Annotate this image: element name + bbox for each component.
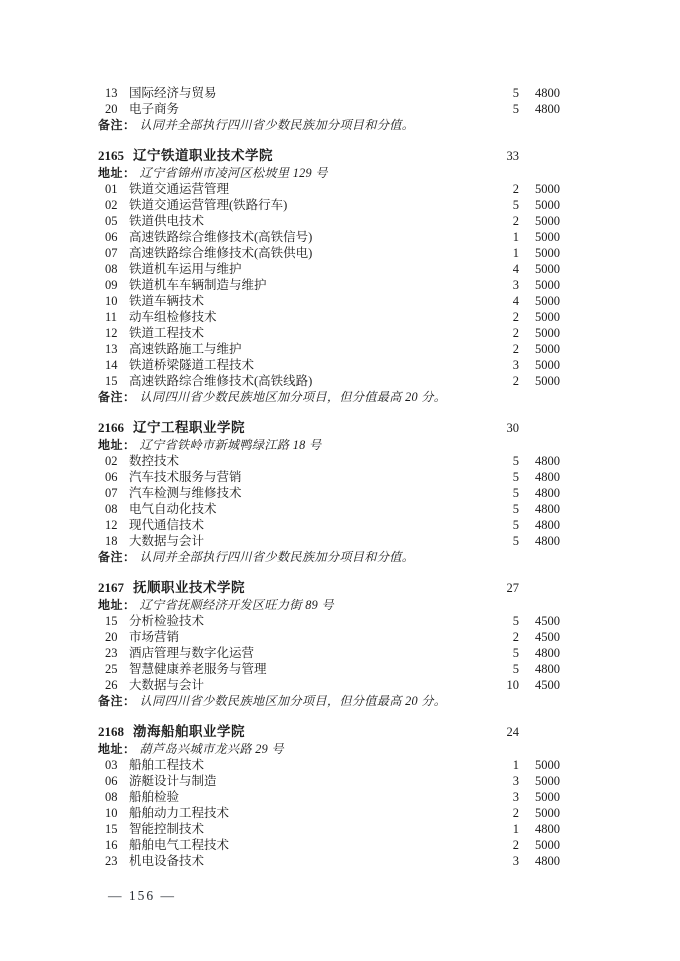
major-code: 06 (105, 470, 118, 484)
major-fee: 4800 (535, 518, 560, 532)
major-code: 08 (105, 262, 118, 276)
major-name: 铁道工程技术 (129, 326, 205, 340)
major-code: 12 (105, 326, 118, 340)
major-plan: 5 (512, 102, 519, 116)
major-fee: 4800 (535, 502, 560, 516)
major-row (98, 677, 560, 693)
note-row (98, 117, 560, 133)
major-name: 铁道机车运用与维护 (129, 262, 242, 276)
major-row (98, 373, 560, 389)
major-row (98, 245, 560, 261)
page-content (98, 85, 560, 869)
major-row (98, 261, 560, 277)
major-row (98, 661, 560, 677)
college-header-row (98, 147, 560, 165)
major-code: 02 (105, 454, 118, 468)
major-plan: 2 (512, 374, 519, 388)
major-code: 06 (105, 774, 118, 788)
major-plan: 5 (512, 470, 519, 484)
major-plan: 3 (512, 774, 519, 788)
major-name: 市场营销 (129, 630, 180, 644)
major-plan: 2 (512, 326, 519, 340)
major-fee: 4800 (535, 854, 560, 868)
address-row (98, 165, 560, 181)
note-label: 备注： (98, 694, 136, 708)
major-plan: 2 (512, 342, 519, 356)
major-plan: 2 (512, 838, 519, 852)
major-fee: 5000 (535, 838, 560, 852)
major-plan: 1 (512, 230, 519, 244)
address-row (98, 597, 560, 613)
major-row (98, 853, 560, 869)
college-code: 2168 (98, 724, 124, 739)
major-name: 大数据与会计 (129, 534, 205, 548)
major-name: 智能控制技术 (129, 822, 205, 836)
majors-list (98, 757, 560, 869)
major-plan: 5 (512, 534, 519, 548)
college-name: 抚顺职业技术学院 (133, 580, 245, 595)
major-row (98, 485, 560, 501)
major-code: 18 (105, 534, 118, 548)
major-fee: 5000 (535, 198, 560, 212)
major-name: 数控技术 (129, 454, 180, 468)
major-code: 08 (105, 502, 118, 516)
major-code: 12 (105, 518, 118, 532)
major-code: 08 (105, 790, 118, 804)
major-name: 机电设备技术 (129, 854, 205, 868)
major-code: 20 (105, 630, 118, 644)
major-code: 23 (105, 646, 118, 660)
major-fee: 4800 (535, 534, 560, 548)
major-name: 高速铁路施工与维护 (129, 342, 242, 356)
college-name: 辽宁铁道职业技术学院 (133, 148, 273, 163)
major-row (98, 773, 560, 789)
major-code: 14 (105, 358, 118, 372)
major-fee: 4800 (535, 662, 560, 676)
college-header-row (98, 419, 560, 437)
college-code: 2165 (98, 148, 124, 163)
address-label: 地址： (98, 742, 136, 756)
address-text: 辽宁省铁岭市新城鸭绿江路 18 号 (139, 438, 322, 452)
college-total-plan: 24 (506, 725, 519, 739)
major-code: 11 (105, 310, 118, 324)
major-fee: 5000 (535, 246, 560, 260)
major-plan: 2 (512, 630, 519, 644)
major-fee: 5000 (535, 358, 560, 372)
major-code: 20 (105, 102, 118, 116)
major-row (98, 181, 560, 197)
continued-college-section (98, 85, 560, 133)
major-row (98, 277, 560, 293)
major-name: 动车组检修技术 (129, 310, 217, 324)
major-plan: 4 (512, 262, 519, 276)
note-row (98, 389, 560, 405)
major-fee: 4800 (535, 822, 560, 836)
page-footer: — 156 — (108, 888, 176, 903)
major-name: 游艇设计与制造 (129, 774, 217, 788)
major-name: 大数据与会计 (129, 678, 205, 692)
major-plan: 2 (512, 214, 519, 228)
major-row (98, 357, 560, 373)
address-text: 辽宁省锦州市凌河区松坡里 129 号 (139, 166, 328, 180)
college-header-row (98, 579, 560, 597)
major-plan: 5 (512, 662, 519, 676)
major-code: 13 (105, 86, 118, 100)
major-code: 16 (105, 838, 118, 852)
major-name: 高速铁路综合维修技术(高铁线路) (129, 374, 313, 388)
major-row (98, 309, 560, 325)
major-name: 船舶检验 (129, 790, 180, 804)
note-label: 备注： (98, 390, 136, 404)
major-fee: 5000 (535, 342, 560, 356)
major-fee: 4800 (535, 102, 560, 116)
major-name: 智慧健康养老服务与管理 (129, 662, 267, 676)
major-name: 船舶电气工程技术 (129, 838, 230, 852)
major-code: 15 (105, 374, 118, 388)
major-row (98, 837, 560, 853)
major-name: 船舶工程技术 (129, 758, 205, 772)
note-row (98, 693, 560, 709)
major-row (98, 453, 560, 469)
major-name: 高速铁路综合维修技术(高铁信号) (129, 230, 313, 244)
college-section (98, 723, 560, 869)
note-text: 认同并全部执行四川省少数民族加分项目和分值。 (139, 550, 415, 564)
major-plan: 3 (512, 790, 519, 804)
major-name: 铁道交通运营管理(铁路行车) (129, 198, 288, 212)
college-section (98, 147, 560, 405)
major-code: 07 (105, 246, 118, 260)
college-section (98, 419, 560, 565)
major-fee: 4800 (535, 454, 560, 468)
major-code: 07 (105, 486, 118, 500)
major-name: 高速铁路综合维修技术(高铁供电) (129, 246, 313, 260)
major-fee: 5000 (535, 182, 560, 196)
major-fee: 4500 (535, 630, 560, 644)
majors-list (98, 85, 560, 117)
note-text: 认同四川省少数民族地区加分项目，但分值最高 20 分。 (139, 390, 447, 404)
college-code: 2167 (98, 580, 124, 595)
major-name: 电气自动化技术 (129, 502, 217, 516)
major-plan: 2 (512, 182, 519, 196)
college-code: 2166 (98, 420, 124, 435)
major-code: 03 (105, 758, 118, 772)
major-plan: 1 (512, 246, 519, 260)
major-plan: 5 (512, 502, 519, 516)
major-plan: 1 (512, 822, 519, 836)
college-total-plan: 30 (506, 421, 519, 435)
major-row (98, 613, 560, 629)
major-fee: 5000 (535, 774, 560, 788)
majors-list (98, 453, 560, 549)
major-name: 酒店管理与数字化运营 (129, 646, 255, 660)
major-row (98, 85, 560, 101)
major-fee: 4800 (535, 470, 560, 484)
college-total-plan: 27 (506, 581, 519, 595)
major-name: 汽车检测与维修技术 (129, 486, 242, 500)
major-code: 25 (105, 662, 118, 676)
major-row (98, 805, 560, 821)
college-name: 渤海船舶职业学院 (133, 724, 245, 739)
major-code: 01 (105, 182, 118, 196)
major-fee: 4800 (535, 486, 560, 500)
major-row (98, 517, 560, 533)
major-row (98, 533, 560, 549)
major-row (98, 325, 560, 341)
major-code: 05 (105, 214, 118, 228)
major-code: 26 (105, 678, 118, 692)
major-fee: 5000 (535, 806, 560, 820)
major-fee: 5000 (535, 278, 560, 292)
major-name: 铁道桥梁隧道工程技术 (129, 358, 255, 372)
major-code: 10 (105, 294, 118, 308)
major-row (98, 293, 560, 309)
major-row (98, 213, 560, 229)
major-plan: 5 (512, 454, 519, 468)
major-plan: 5 (512, 198, 519, 212)
major-plan: 5 (512, 86, 519, 100)
address-text: 葫芦岛兴城市龙兴路 29 号 (139, 742, 284, 756)
major-row (98, 101, 560, 117)
major-row (98, 757, 560, 773)
major-fee: 4500 (535, 614, 560, 628)
college-total-plan: 33 (506, 149, 519, 163)
major-code: 10 (105, 806, 118, 820)
note-text: 认同四川省少数民族地区加分项目，但分值最高 20 分。 (139, 694, 447, 708)
major-code: 15 (105, 822, 118, 836)
major-plan: 10 (506, 678, 519, 692)
major-code: 23 (105, 854, 118, 868)
major-fee: 5000 (535, 758, 560, 772)
major-plan: 5 (512, 518, 519, 532)
major-fee: 4800 (535, 86, 560, 100)
major-fee: 4800 (535, 646, 560, 660)
major-name: 分析检验技术 (129, 614, 205, 628)
major-code: 13 (105, 342, 118, 356)
major-row (98, 789, 560, 805)
address-row (98, 741, 560, 757)
major-name: 电子商务 (129, 102, 180, 116)
college-section (98, 579, 560, 709)
major-name: 国际经济与贸易 (129, 86, 217, 100)
major-name: 铁道交通运营管理 (129, 182, 230, 196)
major-fee: 4500 (535, 678, 560, 692)
major-plan: 3 (512, 278, 519, 292)
major-name: 铁道车辆技术 (129, 294, 205, 308)
major-row (98, 197, 560, 213)
major-name: 现代通信技术 (129, 518, 205, 532)
major-row (98, 501, 560, 517)
address-label: 地址： (98, 166, 136, 180)
major-fee: 5000 (535, 326, 560, 340)
major-fee: 5000 (535, 294, 560, 308)
address-label: 地址： (98, 598, 136, 612)
major-name: 铁道机车车辆制造与维护 (129, 278, 267, 292)
major-row (98, 341, 560, 357)
major-fee: 5000 (535, 262, 560, 276)
major-plan: 4 (512, 294, 519, 308)
note-row (98, 549, 560, 565)
major-plan: 5 (512, 614, 519, 628)
major-plan: 5 (512, 486, 519, 500)
major-name: 铁道供电技术 (129, 214, 205, 228)
major-fee: 5000 (535, 214, 560, 228)
address-text: 辽宁省抚顺经济开发区旺力街 89 号 (139, 598, 334, 612)
major-code: 15 (105, 614, 118, 628)
major-row (98, 229, 560, 245)
major-plan: 3 (512, 358, 519, 372)
major-plan: 3 (512, 854, 519, 868)
major-fee: 5000 (535, 374, 560, 388)
address-row (98, 437, 560, 453)
major-row (98, 821, 560, 837)
major-name: 汽车技术服务与营销 (129, 470, 242, 484)
major-row (98, 645, 560, 661)
college-header-row (98, 723, 560, 741)
major-code: 06 (105, 230, 118, 244)
majors-list (98, 181, 560, 389)
major-code: 02 (105, 198, 118, 212)
major-row (98, 629, 560, 645)
major-plan: 1 (512, 758, 519, 772)
major-name: 船舶动力工程技术 (129, 806, 230, 820)
majors-list (98, 613, 560, 693)
address-label: 地址： (98, 438, 136, 452)
major-code: 09 (105, 278, 118, 292)
note-text: 认同并全部执行四川省少数民族加分项目和分值。 (139, 118, 415, 132)
note-label: 备注： (98, 118, 136, 132)
major-fee: 5000 (535, 790, 560, 804)
major-plan: 5 (512, 646, 519, 660)
major-plan: 2 (512, 806, 519, 820)
major-fee: 5000 (535, 310, 560, 324)
major-row (98, 469, 560, 485)
major-fee: 5000 (535, 230, 560, 244)
major-plan: 2 (512, 310, 519, 324)
colleges-container (98, 147, 560, 869)
note-label: 备注： (98, 550, 136, 564)
college-name: 辽宁工程职业学院 (133, 420, 245, 435)
